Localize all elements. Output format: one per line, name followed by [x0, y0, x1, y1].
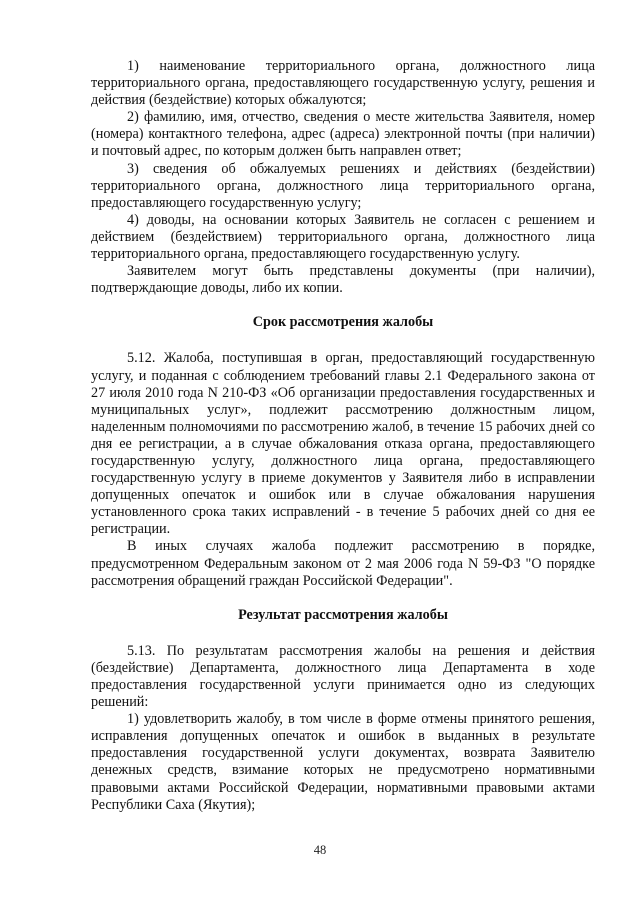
paragraph-documents: Заявителем могут быть представлены документы (при наличии), подтверждающие доводы, либо их копии. [91, 263, 595, 297]
paragraph-decision-1: 1) удовлетворить жалобу, в том числе в форме отмены принятого решения, исправления допущенных опечаток и ошибок в выданных в результате предоставления государственной услуги документах, возврата Заявителю денежных средств, взимание которых не предусмотрено нормативными правовыми актами Российской Федерации, нормативными правовыми актами Республики Саха (Якутия); [91, 711, 595, 813]
section-heading-review-period: Срок рассмотрения жалобы [252, 314, 434, 331]
paragraph-item-2: 2) фамилию, имя, отчество, сведения о месте жительства Заявителя, номер (номера) контактного телефона, адрес (адреса) электронной почты (при наличии) и почтовый адрес, по которым должен быть направлен ответ; [91, 109, 595, 160]
paragraph-other-cases: В иных случаях жалоба подлежит рассмотрению в порядке, предусмотренном Федеральным законом от 2 мая 2006 года N 59-ФЗ "О порядке рассмотрения обращений граждан Российской Федерации". [91, 538, 595, 589]
paragraph-item-4: 4) доводы, на основании которых Заявитель не согласен с решением и действием (бездействием) территориального органа, должностного лица территориального органа, предоставляющего государственную услугу. [91, 211, 595, 263]
paragraph-5-13: 5.13. По результатам рассмотрения жалобы на решения и действия (бездействие) Департамента, должностного лица Департамента в ходе предоставления государственной услуги принимается одно из следующих решений: [91, 642, 595, 711]
paragraph-item-3: 3) сведения об обжалуемых решениях и действиях (бездействии) территориального органа, должностного лица территориального органа, предоставляющего государственную услугу; [91, 160, 595, 211]
paragraph-5-12: 5.12. Жалоба, поступившая в орган, предоставляющий государственную услугу, и поданная с соблюдением требований главы 2.1 Федерального закона от 27 июля 2010 года N 210-ФЗ «Об организации предоставления государственных и муниципальных услуг», подлежит рассмотрению должностным лицом, наделенным полномочиями по рассмотрению жалоб, в течение 15 рабочих дней со дня ее регистрации, а в случае обжалования отказа органа, предоставляющего государственную услугу, должностного лица органа, предоставляющего государственную услугу в приеме документов у Заявителя либо в исправлении допущенных опечаток и ошибок или в случае обжалования нарушения установленного срока таких исправлений - в течение 5 рабочих дней со дня ее регистрации. [91, 350, 595, 538]
page-number: 48 [313, 843, 327, 857]
section-heading-review-result: Результат рассмотрения жалобы [238, 606, 448, 623]
document-page [91, 58, 595, 814]
paragraph-item-1: 1) наименование территориального органа, должностного лица территориального органа, предоставляющего государственную услугу, решения и действия (бездействие) которых обжалуются; [91, 58, 595, 109]
